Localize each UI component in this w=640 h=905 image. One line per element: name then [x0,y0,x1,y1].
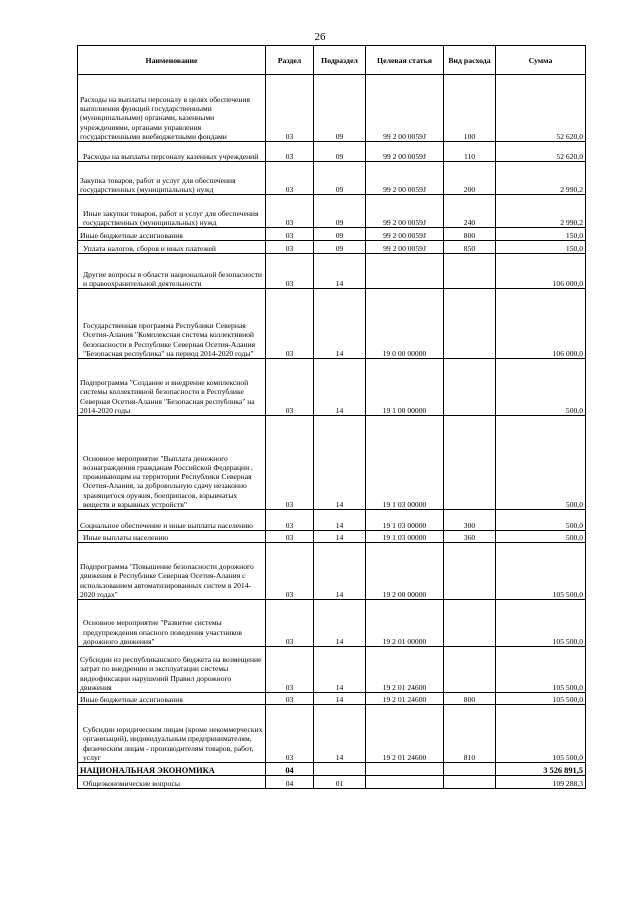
row-summa: 105 500,0 [496,705,586,763]
row-statya: 99 2 00 0059J [366,142,444,162]
row-summa: 52 620,0 [496,142,586,162]
row-razdel: 03 [266,195,314,228]
row-razdel: 03 [266,416,314,510]
row-razdel: 03 [266,510,314,531]
row-summa: 105 500,0 [496,600,586,647]
row-summa: 500,0 [496,510,586,531]
row-summa: 3 526 891,5 [496,763,586,776]
row-name: Субсидии из республиканского бюджета на возмещение затрат по внедрению и эксплуатации системы видеофиксации нарушений Правил дорожного движения [78,647,266,693]
row-name: Иные выплаты населению [78,531,266,543]
table-row [78,510,586,531]
row-razdel: 03 [266,228,314,241]
row-statya: 99 2 00 0059J [366,162,444,195]
row-vid: 200 [444,162,496,195]
row-name: Основное мероприятие "Выплата денежного вознаграждения гражданам Российской Федерации , проживающим на территории Республики Северная Осетия-Алания, за добровольную сдачу незаконно хранящегося оружия, боеприпасов, взрывчатых веществ и взрывных устройств" [78,416,266,510]
row-vid [444,289,496,359]
table-row [78,416,586,510]
row-podrazdel [314,763,366,776]
row-vid [444,254,496,289]
row-razdel: 03 [266,705,314,763]
row-vid: 850 [444,241,496,254]
row-name: Расходы на выплаты персоналу казенных учреждений [78,142,266,162]
row-razdel: 04 [266,763,314,776]
row-summa: 105 500,0 [496,647,586,693]
row-statya: 19 1 00 00000 [366,359,444,416]
row-razdel: 03 [266,142,314,162]
table-row [78,705,586,763]
table-row [78,531,586,543]
row-name: Иные бюджетные ассигнования [78,228,266,241]
row-podrazdel: 01 [314,776,366,789]
row-razdel: 03 [266,647,314,693]
row-podrazdel: 14 [314,254,366,289]
row-razdel: 03 [266,693,314,705]
header-razdel: Раздел [266,46,314,75]
row-name: НАЦИОНАЛЬНАЯ ЭКОНОМИКА [78,763,266,776]
row-name: Основное мероприятие "Развитие системы предупреждения опасного поведения участников дорожного движения" [78,600,266,647]
row-summa: 500,0 [496,416,586,510]
row-statya [366,776,444,789]
table-row [78,763,586,776]
row-vid [444,647,496,693]
row-podrazdel: 09 [314,162,366,195]
row-podrazdel: 09 [314,228,366,241]
row-name: Другие вопросы в области национальной безопасности и правоохранительной деятельности [78,254,266,289]
row-name: Уплата налогов, сборов и иных платежей [78,241,266,254]
row-name: Иные бюджетные ассигнования [78,693,266,705]
table-row [78,228,586,241]
row-podrazdel: 14 [314,705,366,763]
row-razdel: 03 [266,359,314,416]
row-summa: 500,0 [496,359,586,416]
header-vid: Вид расхода [444,46,496,75]
row-vid [444,763,496,776]
budget-table [77,45,586,789]
table-row [78,162,586,195]
row-vid: 800 [444,228,496,241]
row-statya: 99 2 00 0059J [366,228,444,241]
row-statya: 19 0 00 00000 [366,289,444,359]
row-name: Государственная программа Республики Северная Осетия-Алания "Комплексная система коллективной безопасности в Республике Северная Осетия-Алания "Безопасная республика" на период 2014-2020 годы" [78,289,266,359]
row-statya: 19 2 01 00000 [366,600,444,647]
row-summa: 109 288,3 [496,776,586,789]
row-podrazdel: 14 [314,416,366,510]
header-statya: Целевая статья [366,46,444,75]
row-summa: 500,0 [496,531,586,543]
page-number: 26 [314,31,326,43]
row-vid: 360 [444,531,496,543]
row-vid [444,359,496,416]
table-row [78,693,586,705]
row-vid [444,776,496,789]
row-name: Закупка товаров, работ и услуг для обеспечения государственных (муниципальных) нужд [78,162,266,195]
row-podrazdel: 14 [314,531,366,543]
row-vid: 300 [444,510,496,531]
row-podrazdel: 14 [314,693,366,705]
row-name: Субсидии юридическим лицам (кроме некоммерческих организаций), индивидуальным предпринимателям, физическим лицам - производителям товаров, работ, услуг [78,705,266,763]
table-row [78,254,586,289]
row-podrazdel: 14 [314,289,366,359]
row-summa: 105 500,0 [496,543,586,600]
row-summa: 106 000,0 [496,289,586,359]
row-razdel: 03 [266,162,314,195]
row-statya [366,254,444,289]
row-summa: 2 990,2 [496,195,586,228]
header-summa: Сумма [496,46,586,75]
row-vid: 240 [444,195,496,228]
row-summa: 52 620,0 [496,75,586,142]
row-name: Подпрограмма "Создание и внедрение комплексной системы коллективной безопасности в Республике Северная Осетия-Алания "Безопасная республика" на 2014-2020 годы [78,359,266,416]
table-row [78,195,586,228]
table-row [78,776,586,789]
row-summa: 106 000,0 [496,254,586,289]
row-vid: 110 [444,142,496,162]
row-podrazdel: 09 [314,75,366,142]
header-name: Наименование [78,46,266,75]
row-statya [366,763,444,776]
table-row [78,647,586,693]
row-vid [444,543,496,600]
table-row [78,289,586,359]
row-razdel: 03 [266,543,314,600]
table-row [78,75,586,142]
row-razdel: 03 [266,75,314,142]
row-razdel: 03 [266,531,314,543]
row-podrazdel: 14 [314,600,366,647]
row-statya: 19 2 01 24600 [366,705,444,763]
row-razdel: 03 [266,254,314,289]
row-summa: 2 990,2 [496,162,586,195]
row-statya: 19 2 01 24600 [366,693,444,705]
row-name: Подпрограмма "Повышение безопасности дорожного движения в Республике Северная Осетия-Алания с использованием автоматизированных систем в 2014-2020 годах" [78,543,266,600]
row-statya: 99 2 00 0059J [366,195,444,228]
row-vid [444,600,496,647]
row-summa: 150,0 [496,228,586,241]
row-statya: 99 2 00 0059J [366,241,444,254]
row-razdel: 04 [266,776,314,789]
row-vid [444,416,496,510]
row-name: Социальное обеспечение и иные выплаты населению [78,510,266,531]
row-statya: 19 1 03 00000 [366,531,444,543]
row-statya: 19 2 01 24600 [366,647,444,693]
row-vid: 810 [444,705,496,763]
row-podrazdel: 09 [314,241,366,254]
row-statya: 19 1 03 00000 [366,510,444,531]
row-razdel: 03 [266,600,314,647]
row-razdel: 03 [266,241,314,254]
row-podrazdel: 09 [314,195,366,228]
row-podrazdel: 14 [314,510,366,531]
row-name: Иные закупки товаров, работ и услуг для обеспечения государственных (муниципальных) нужд [78,195,266,228]
row-statya: 19 1 03 00000 [366,416,444,510]
row-podrazdel: 14 [314,647,366,693]
row-podrazdel: 14 [314,543,366,600]
table-row [78,142,586,162]
row-statya: 99 2 00 0059J [366,75,444,142]
table-header-row [78,46,586,75]
row-summa: 105 500,0 [496,693,586,705]
row-vid: 800 [444,693,496,705]
row-podrazdel: 09 [314,142,366,162]
table-row [78,359,586,416]
row-summa: 150,0 [496,241,586,254]
row-name: Расходы на выплаты персоналу в целях обеспечения выполнения функций государственными (муниципальными) органами, казенными учреждениями, органами управления государственными внебюджетными фондами [78,75,266,142]
row-statya: 19 2 00 00000 [366,543,444,600]
header-podrazdel: Подраздел [314,46,366,75]
table-row [78,543,586,600]
row-name: Общеэкономические вопросы [78,776,266,789]
row-razdel: 03 [266,289,314,359]
row-vid: 100 [444,75,496,142]
table-row [78,241,586,254]
table-row [78,600,586,647]
row-podrazdel: 14 [314,359,366,416]
